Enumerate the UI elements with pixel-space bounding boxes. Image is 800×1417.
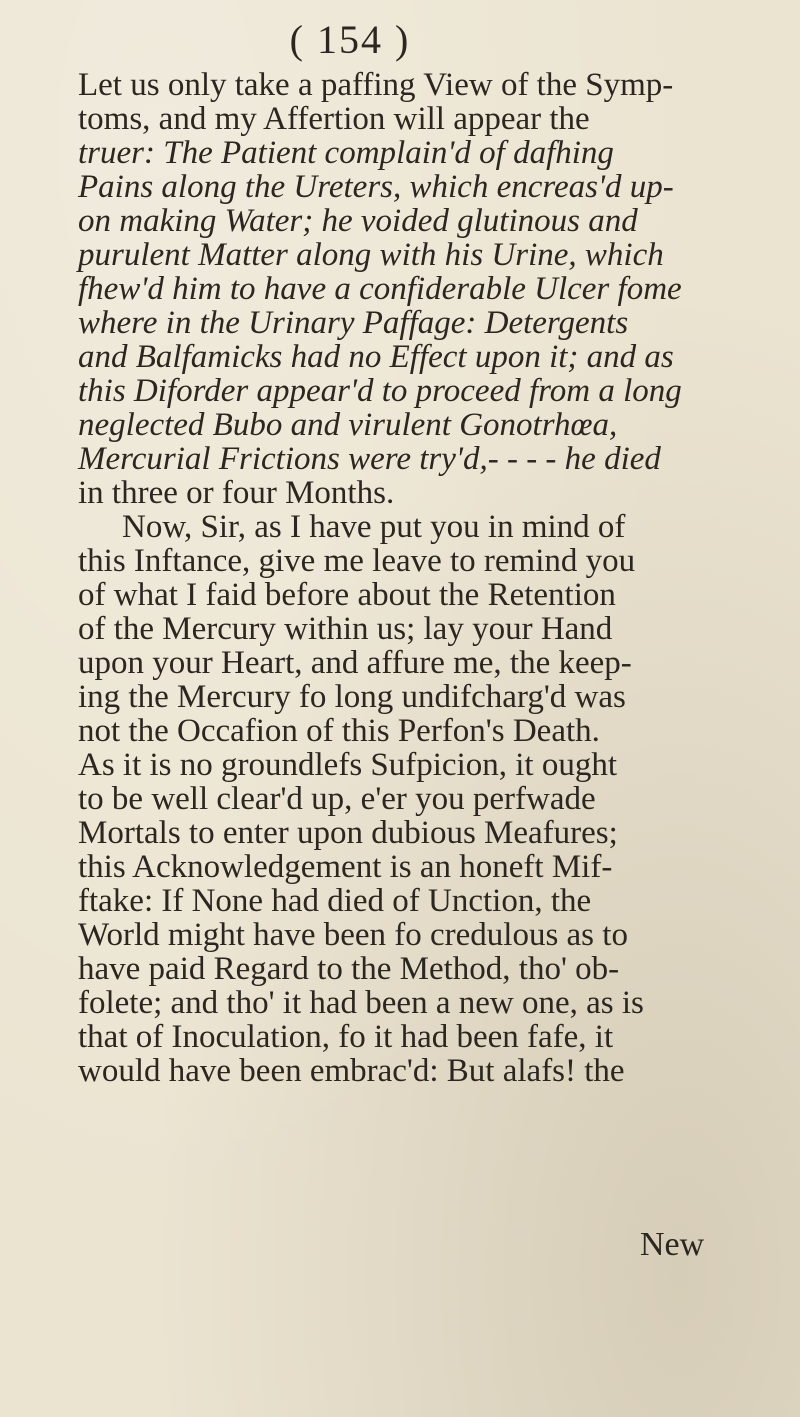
text-line: World might have been fo credulous as to (78, 917, 628, 953)
text-line: where in the Urinary Paffage: Detergents (78, 305, 629, 341)
catchword: New (640, 1226, 705, 1263)
text-line: Now, Sir, as I have put you in mind of (122, 509, 626, 545)
text-line: of the Mercury within us; lay your Hand (78, 611, 613, 647)
text-line: toms, and my Affertion will appear the (78, 101, 590, 137)
text-line: Pains along the Ureters, which encreas'd up- (78, 169, 674, 205)
text-line: in three or four Months. (78, 475, 395, 511)
text-line: Mercurial Frictions were try'd,- - - - he died (78, 441, 661, 477)
text-line: that of Inoculation, fo it had been fafe, it (78, 1019, 614, 1055)
text-line: folete; and tho' it had been a new one, as is (78, 985, 644, 1021)
text-line: truer: The Patient complain'd of dafhing (78, 135, 614, 171)
text-line: upon your Heart, and affure me, the keep- (78, 645, 632, 681)
body-text (78, 68, 758, 1088)
text-line: purulent Matter along with his Urine, which (78, 237, 664, 273)
page-number: ( 154 ) (289, 17, 411, 62)
text-line: this Inftance, give me leave to remind you (78, 543, 636, 579)
text-line: have paid Regard to the Method, tho' ob- (78, 951, 620, 987)
text-line: this Diforder appear'd to proceed from a long (78, 373, 682, 409)
text-line: ing the Mercury fo long undifcharg'd was (78, 679, 626, 715)
text-line: fhew'd him to have a confiderable Ulcer fome (78, 271, 682, 307)
text-line: and Balfamicks had no Effect upon it; and as (78, 339, 674, 375)
text-line: of what I faid before about the Retention (78, 577, 616, 613)
text-line: neglected Bubo and virulent Gonotrhœa, (78, 407, 618, 443)
text-line: this Acknowledgement is an honeft Mif- (78, 849, 613, 885)
text-line: Mortals to enter upon dubious Meafures; (78, 815, 618, 851)
text-line: Let us only take a paffing View of the Symp- (78, 67, 674, 103)
text-line: ftake: If None had died of Unction, the (78, 883, 592, 919)
text-line: on making Water; he voided glutinous and (78, 203, 638, 239)
text-line: to be well clear'd up, e'er you perfwade (78, 781, 596, 817)
text-line: As it is no groundlefs Sufpicion, it ought (78, 747, 617, 783)
text-line: would have been embrac'd: But alafs! the (78, 1053, 625, 1089)
text-line: not the Occafion of this Perfon's Death. (78, 713, 600, 749)
